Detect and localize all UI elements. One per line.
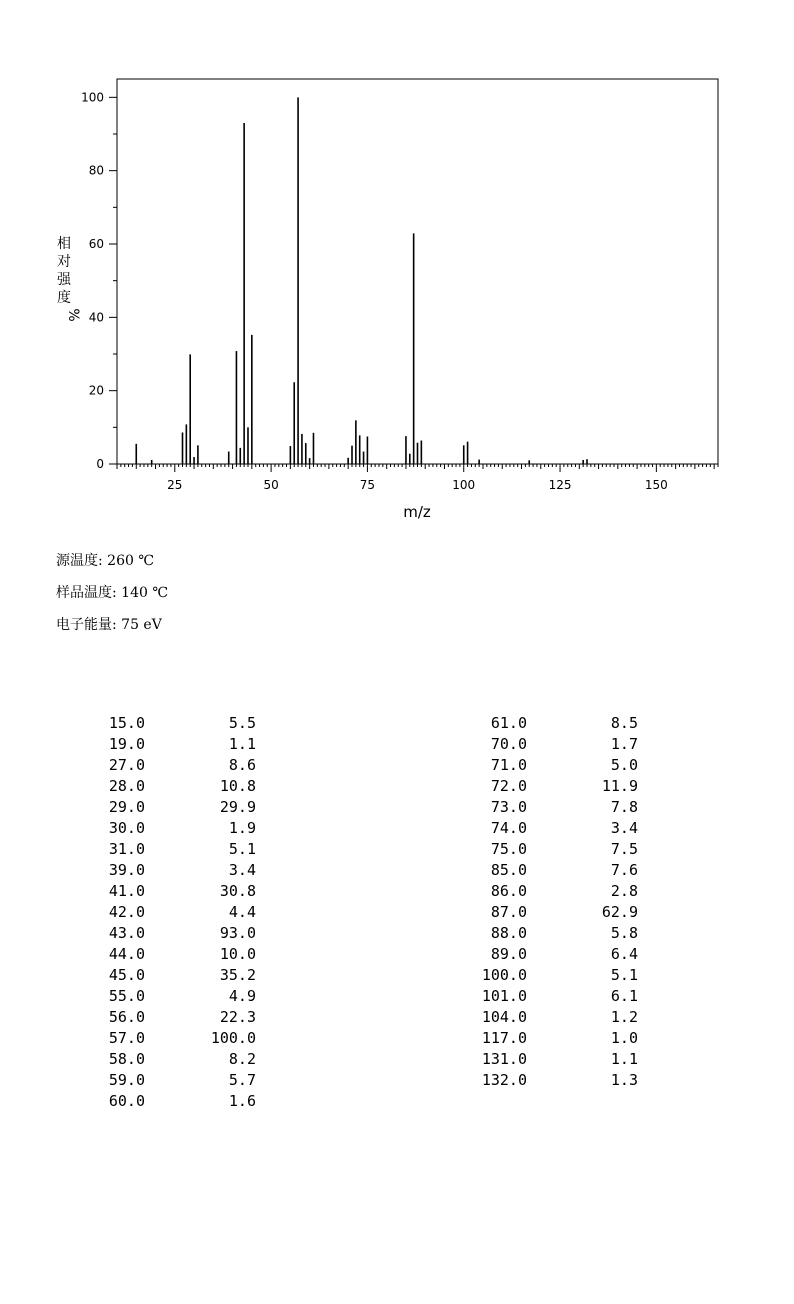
peak-intensity: 5.5: [228, 714, 256, 732]
y-tick-label: 0: [96, 457, 104, 471]
peak-row: [51, 986, 256, 1007]
peak-row: [51, 881, 256, 902]
peak-mz: 19.0: [108, 735, 145, 753]
peak-mz: 60.0: [108, 1092, 145, 1110]
peak-row: [51, 797, 256, 818]
peak-row: [433, 1070, 638, 1091]
peak-intensity: 1.3: [610, 1071, 638, 1089]
peak-mz: 30.0: [108, 819, 145, 837]
peak-row: [433, 881, 638, 902]
peak-row: [51, 965, 256, 986]
y-axis-label-char: 度: [57, 290, 71, 306]
peak-mz: 87.0: [490, 903, 527, 921]
y-tick-label: 60: [88, 237, 104, 251]
peak-row: [433, 713, 638, 734]
peak-row: [433, 986, 638, 1007]
peak-row: [433, 965, 638, 986]
peak-intensity: 5.1: [610, 966, 638, 984]
peak-mz: 85.0: [490, 861, 527, 879]
y-axis-label: [57, 235, 81, 322]
peak-intensity: 7.5: [610, 840, 638, 858]
peak-intensity: 62.9: [601, 903, 638, 921]
peak-intensity: 7.8: [610, 798, 638, 816]
peak-row: [433, 902, 638, 923]
peak-row: [433, 1028, 638, 1049]
y-axis-label-char: 对: [57, 254, 71, 270]
peak-row: [433, 776, 638, 797]
peak-intensity: 5.7: [228, 1071, 256, 1089]
peak-row: [51, 755, 256, 776]
peak-table-right: [433, 713, 638, 1091]
peak-intensity: 30.8: [219, 882, 256, 900]
peak-intensity: 8.2: [228, 1050, 256, 1068]
peak-intensity: 1.1: [610, 1050, 638, 1068]
peak-row: [51, 1091, 256, 1112]
peak-row: [51, 839, 256, 860]
peak-mz: 31.0: [108, 840, 145, 858]
peak-table-left: [51, 713, 256, 1112]
peak-mz: 117.0: [481, 1029, 527, 1047]
peak-row: [51, 902, 256, 923]
peak-intensity: 1.9: [228, 819, 256, 837]
peak-mz: 61.0: [490, 714, 527, 732]
peak-intensity: 5.1: [228, 840, 256, 858]
sample-temperature: 样品温度: 140 ℃: [56, 585, 168, 601]
peak-mz: 59.0: [108, 1071, 145, 1089]
peak-mz: 104.0: [481, 1008, 527, 1026]
peak-row: [433, 923, 638, 944]
x-axis-label: m/z: [403, 503, 431, 521]
peak-mz: 101.0: [481, 987, 527, 1005]
peak-mz: 29.0: [108, 798, 145, 816]
peak-mz: 72.0: [490, 777, 527, 795]
peak-intensity: 8.5: [610, 714, 638, 732]
peak-intensity: 1.2: [610, 1008, 638, 1026]
peak-row: [433, 860, 638, 881]
peak-intensity: 6.1: [610, 987, 638, 1005]
peak-intensity: 11.9: [601, 777, 638, 795]
peak-mz: 43.0: [108, 924, 145, 942]
peak-row: [51, 776, 256, 797]
peak-row: [51, 734, 256, 755]
peak-row: [433, 1007, 638, 1028]
peak-mz: 42.0: [108, 903, 145, 921]
peak-intensity: 1.1: [228, 735, 256, 753]
peak-intensity: 4.9: [228, 987, 256, 1005]
peak-intensity: 5.0: [610, 756, 638, 774]
peak-row: [51, 818, 256, 839]
y-axis-label-char: 强: [57, 272, 71, 288]
peak-mz: 71.0: [490, 756, 527, 774]
peak-row: [433, 944, 638, 965]
peak-row: [51, 1007, 256, 1028]
plot-frame: [117, 79, 718, 464]
peak-row: [433, 839, 638, 860]
peak-mz: 100.0: [481, 966, 527, 984]
peak-mz: 44.0: [108, 945, 145, 963]
peak-intensity: 10.0: [219, 945, 256, 963]
peak-intensity: 2.8: [610, 882, 638, 900]
peak-row: [51, 860, 256, 881]
tick-labels: [81, 90, 668, 492]
peak-mz: 74.0: [490, 819, 527, 837]
peak-intensity: 35.2: [219, 966, 256, 984]
peak-row: [433, 734, 638, 755]
peak-row: [51, 1070, 256, 1091]
peak-intensity: 1.7: [610, 735, 638, 753]
peak-mz: 55.0: [108, 987, 145, 1005]
y-tick-label: 80: [88, 163, 104, 178]
peak-intensity: 100.0: [210, 1029, 256, 1047]
x-tick-label: 25: [167, 478, 183, 492]
peak-intensity: 1.6: [228, 1092, 256, 1110]
peak-mz: 15.0: [108, 714, 145, 732]
peak-mz: 56.0: [108, 1008, 145, 1026]
peak-row: [51, 1028, 256, 1049]
y-tick-label: 100: [81, 90, 104, 105]
source-temperature: 源温度: 260 ℃: [56, 553, 154, 569]
x-tick-label: 50: [263, 478, 279, 492]
peak-row: [433, 797, 638, 818]
peak-mz: 86.0: [490, 882, 527, 900]
peak-mz: 89.0: [490, 945, 527, 963]
peak-mz: 88.0: [490, 924, 527, 942]
y-tick-label: 40: [88, 310, 104, 325]
peak-intensity: 5.8: [610, 924, 638, 942]
peak-mz: 73.0: [490, 798, 527, 816]
peak-intensity: 10.8: [219, 777, 256, 795]
y-axis-label-char: %: [65, 308, 81, 322]
peak-intensity: 7.6: [610, 861, 638, 879]
peak-intensity: 29.9: [219, 798, 256, 816]
peak-intensity: 1.0: [610, 1029, 638, 1047]
x-tick-label: 125: [548, 478, 572, 492]
peak-intensity: 93.0: [219, 924, 256, 942]
peak-mz: 27.0: [108, 756, 145, 774]
peak-row: [51, 713, 256, 734]
spectrum-bars: [136, 97, 587, 464]
peak-mz: 131.0: [481, 1050, 527, 1068]
peak-row: [433, 1049, 638, 1070]
peak-intensity: 6.4: [610, 945, 638, 963]
peak-mz: 45.0: [108, 966, 145, 984]
x-tick-label: 100: [452, 478, 476, 492]
electron-energy: 电子能量: 75 eV: [56, 617, 162, 633]
y-tick-label: 20: [88, 383, 104, 398]
peak-mz: 75.0: [490, 840, 527, 858]
peak-row: [433, 818, 638, 839]
peak-intensity: 22.3: [219, 1008, 256, 1026]
mass-spectrum-chart: [0, 0, 794, 540]
peak-intensity: 3.4: [228, 861, 256, 879]
peak-mz: 28.0: [108, 777, 145, 795]
peak-mz: 132.0: [481, 1071, 527, 1089]
peak-mz: 70.0: [490, 735, 527, 753]
peak-mz: 58.0: [108, 1050, 145, 1068]
peak-intensity: 8.6: [228, 756, 256, 774]
peak-row: [51, 1049, 256, 1070]
peak-intensity: 4.4: [228, 903, 256, 921]
x-tick-label: 75: [359, 478, 376, 492]
x-tick-label: 150: [644, 478, 668, 492]
peak-row: [51, 923, 256, 944]
peak-row: [433, 755, 638, 776]
peak-mz: 39.0: [108, 861, 145, 879]
peak-mz: 57.0: [108, 1029, 145, 1047]
y-axis-label-char: 相: [57, 236, 71, 252]
peak-intensity: 3.4: [610, 819, 638, 837]
peak-row: [51, 944, 256, 965]
peak-mz: 41.0: [108, 882, 145, 900]
